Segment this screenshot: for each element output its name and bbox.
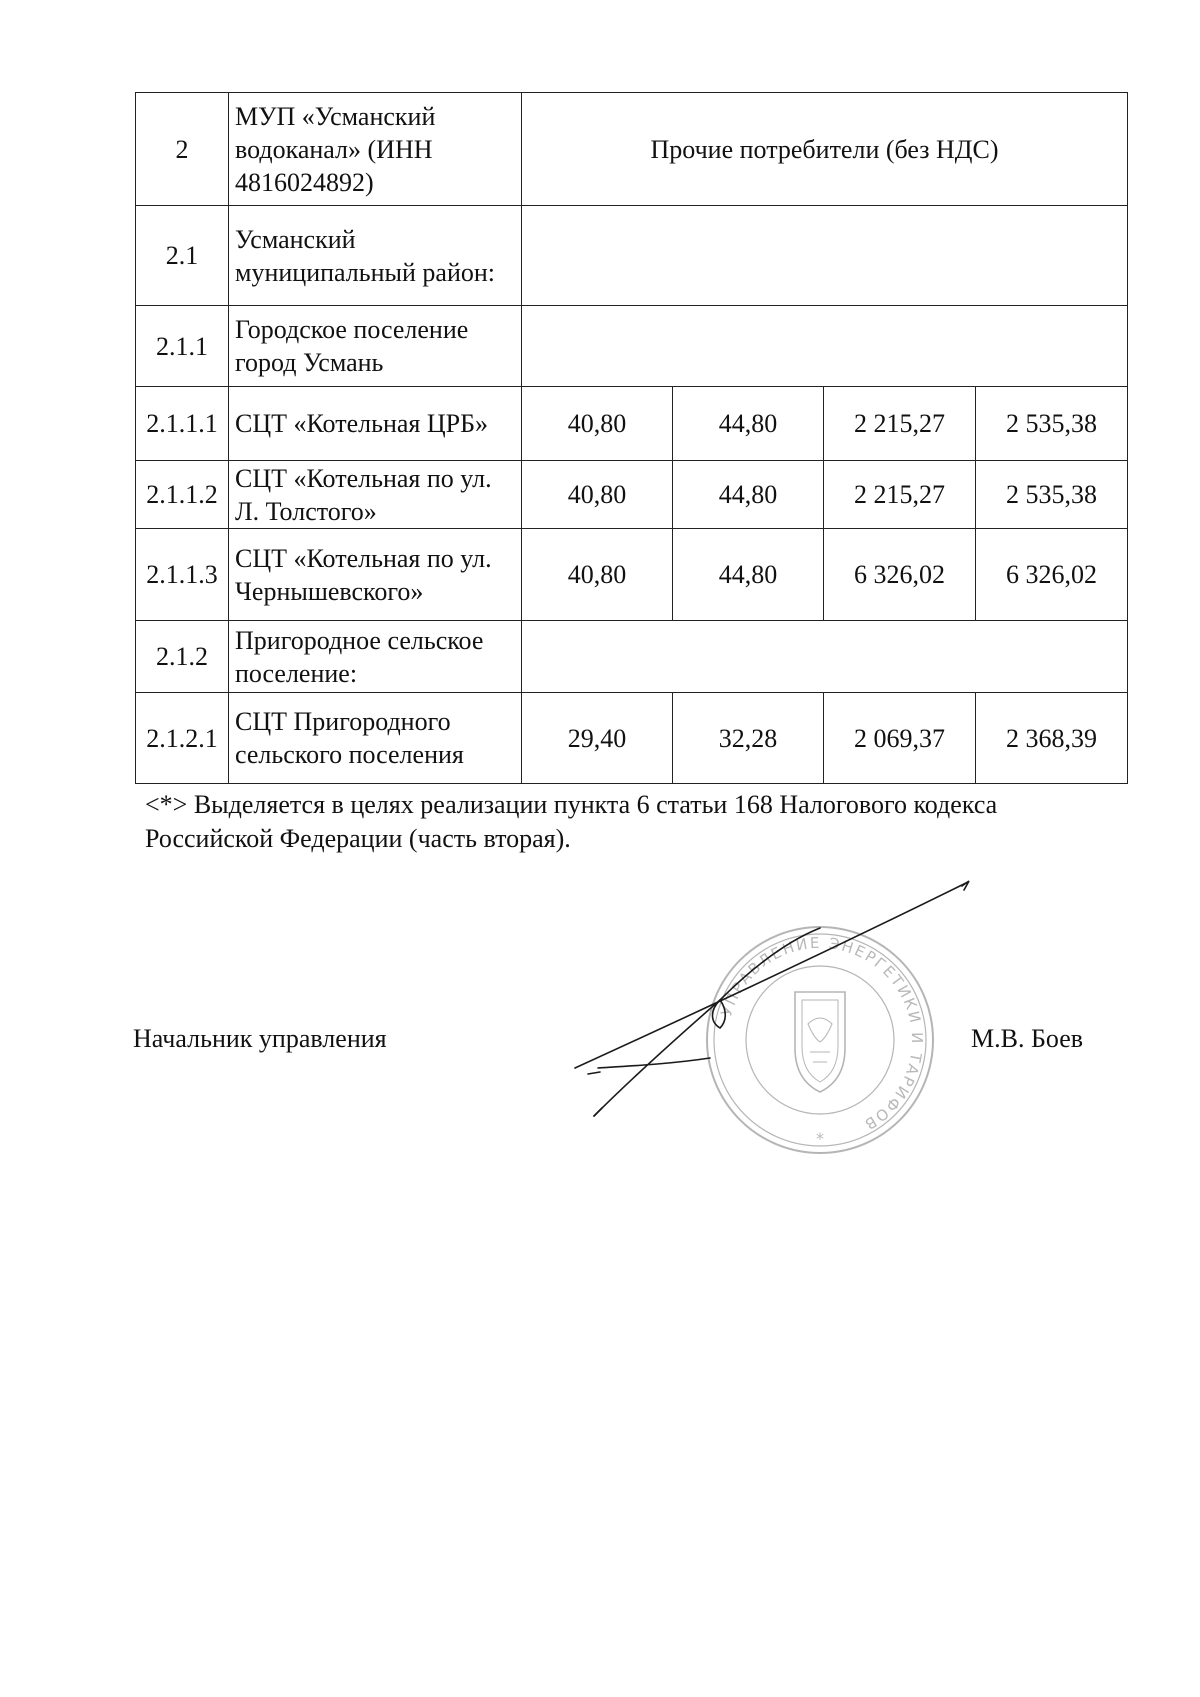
row-name: СЦТ «Котельная по ул. Чернышевского» bbox=[229, 529, 522, 621]
tariff-value: 2 535,38 bbox=[976, 387, 1128, 461]
table-row bbox=[136, 529, 1128, 621]
seal-ring-text: УПРАВЛЕНИЕ ЭНЕРГЕТИКИ И ТАРИФОВ bbox=[717, 933, 927, 1135]
footnote: <*> Выделяется в целях реализации пункта 6 статьи 168 Налогового кодекса Российской Федерации (часть вторая). bbox=[145, 790, 998, 853]
row-name: МУП «Усманский водоканал» (ИНН 4816024892) bbox=[229, 93, 522, 206]
row-name: Усманский муниципальный район: bbox=[229, 206, 522, 306]
row-name: Городское поселение город Усмань bbox=[229, 306, 522, 387]
signer-name: М.В. Боев bbox=[971, 1024, 1084, 1053]
tariff-value: 40,80 bbox=[522, 461, 673, 529]
row-name: СЦТ «Котельная ЦРБ» bbox=[229, 387, 522, 461]
handwritten-signature bbox=[560, 850, 980, 1120]
table-row bbox=[136, 387, 1128, 461]
row-number: 2.1 bbox=[136, 206, 229, 306]
empty-span-cell bbox=[522, 306, 1128, 387]
row-name: Пригородное сельское поселение: bbox=[229, 621, 522, 693]
row-number: 2.1.1.3 bbox=[136, 529, 229, 621]
table-row bbox=[136, 93, 1128, 206]
tariff-value: 2 215,27 bbox=[824, 461, 976, 529]
consumer-category: Прочие потребители (без НДС) bbox=[522, 93, 1128, 206]
tariff-value: 6 326,02 bbox=[824, 529, 976, 621]
tariff-value: 44,80 bbox=[673, 461, 824, 529]
table-row bbox=[136, 306, 1128, 387]
tariff-value: 6 326,02 bbox=[976, 529, 1128, 621]
table-row bbox=[136, 461, 1128, 529]
row-number: 2.1.1 bbox=[136, 306, 229, 387]
row-name: СЦТ Пригородного сельского поселения bbox=[229, 693, 522, 784]
table-row bbox=[136, 206, 1128, 306]
tariff-value: 2 368,39 bbox=[976, 693, 1128, 784]
tariff-value: 40,80 bbox=[522, 529, 673, 621]
table-row bbox=[136, 693, 1128, 784]
tariff-table bbox=[135, 92, 1128, 784]
tariff-value: 2 215,27 bbox=[824, 387, 976, 461]
row-number: 2.1.2 bbox=[136, 621, 229, 693]
empty-span-cell bbox=[522, 206, 1128, 306]
tariff-value: 29,40 bbox=[522, 693, 673, 784]
row-number: 2.1.1.2 bbox=[136, 461, 229, 529]
empty-span-cell bbox=[522, 621, 1128, 693]
table-row bbox=[136, 621, 1128, 693]
tariff-value: 2 535,38 bbox=[976, 461, 1128, 529]
tariff-value: 44,80 bbox=[673, 529, 824, 621]
tariff-value: 32,28 bbox=[673, 693, 824, 784]
svg-text:*: * bbox=[816, 1129, 824, 1148]
tariff-value: 40,80 bbox=[522, 387, 673, 461]
tariff-value: 2 069,37 bbox=[824, 693, 976, 784]
row-number: 2.1.1.1 bbox=[136, 387, 229, 461]
row-number: 2 bbox=[136, 93, 229, 206]
row-name: СЦТ «Котельная по ул. Л. Толстого» bbox=[229, 461, 522, 529]
tariff-value: 44,80 bbox=[673, 387, 824, 461]
signer-title: Начальник управления bbox=[133, 1024, 387, 1053]
row-number: 2.1.2.1 bbox=[136, 693, 229, 784]
